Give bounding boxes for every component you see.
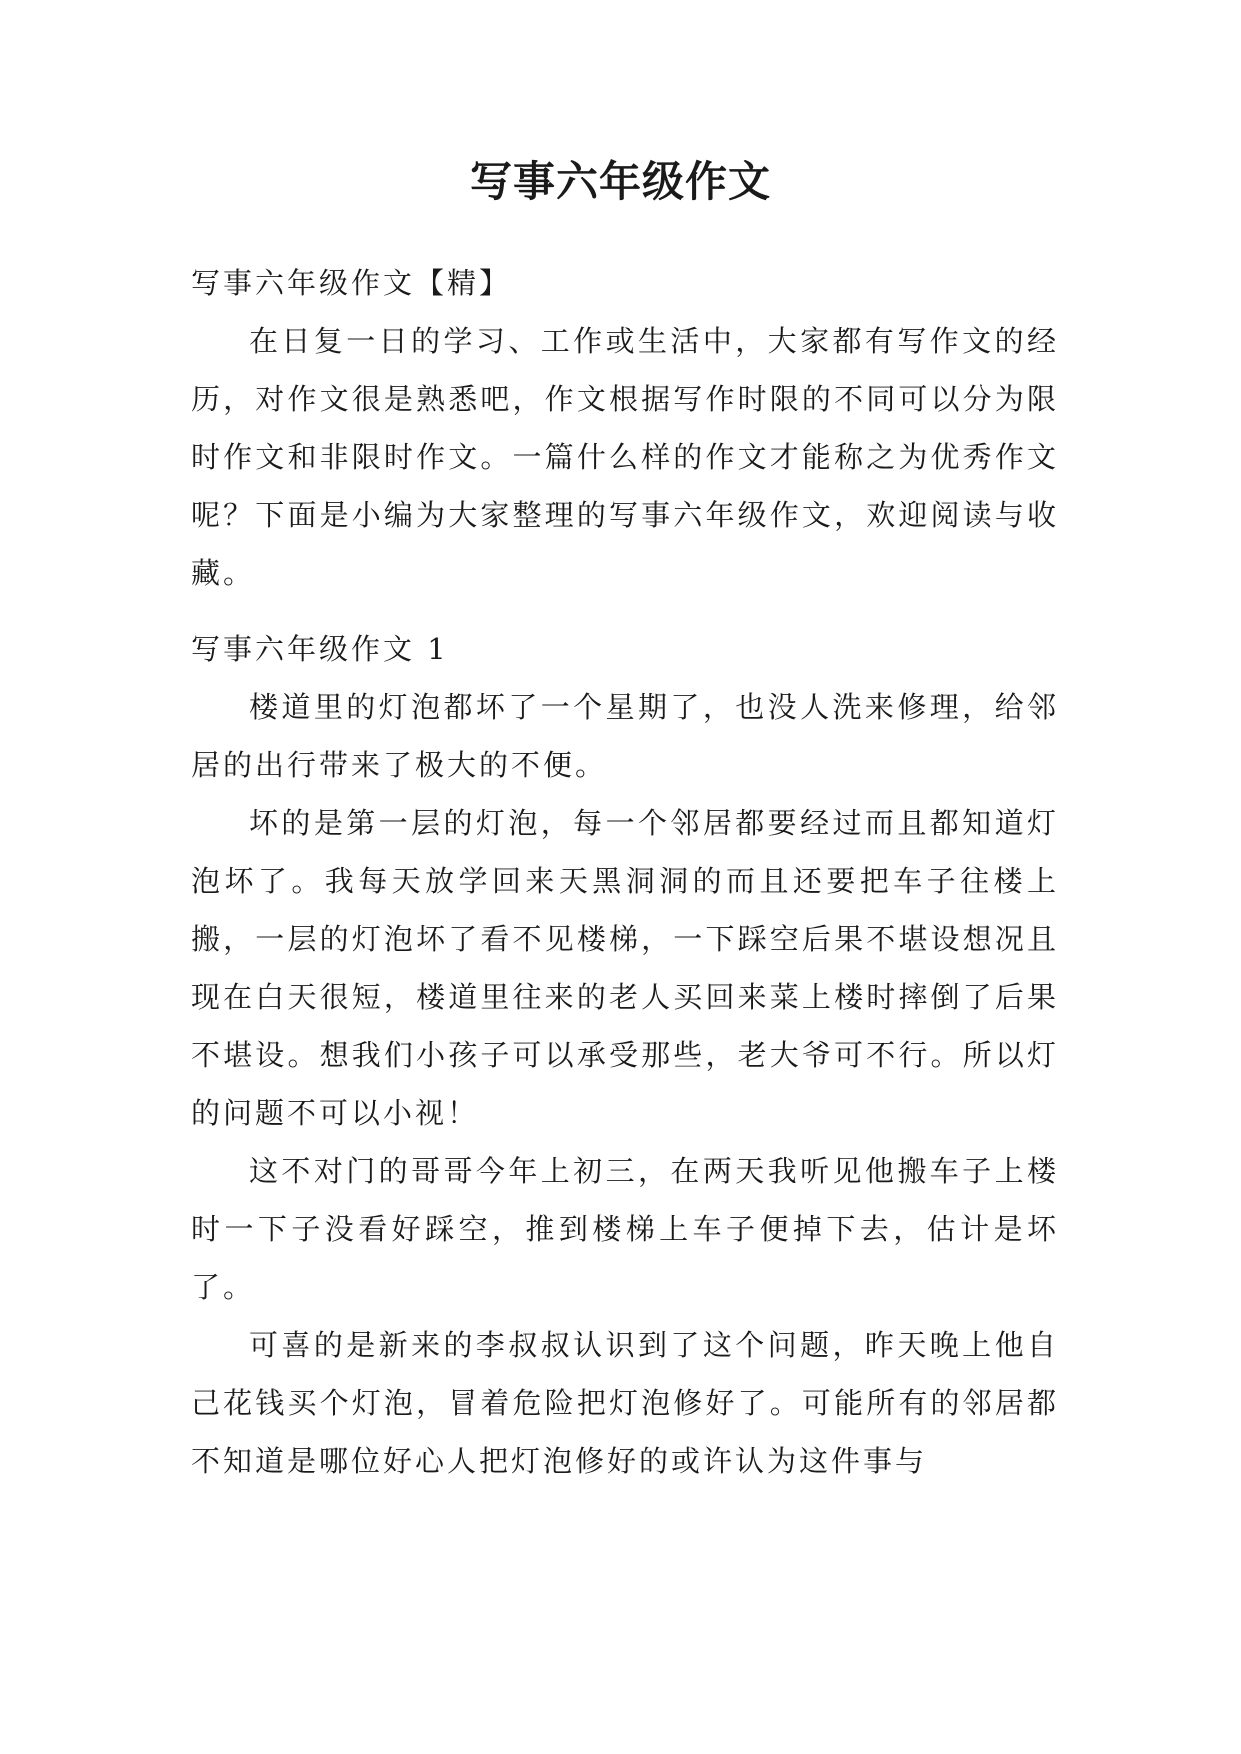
intro-section — [191, 312, 1059, 602]
essay-paragraph-2: 坏的是第一层的灯泡，每一个邻居都要经过而且都知道灯泡坏了。我每天放学回来天黑洞洞的而且还要把车子往楼上搬，一层的灯泡坏了看不见楼梯，一下踩空后果不堪设想况且现在白天很短，楼道里往来的老人买回来菜上楼时摔倒了后果不堪设。想我们小孩子可以承受那些，老大爷可不行。所以灯的问题不可以小视！ — [191, 806, 1059, 1130]
essay-section — [191, 678, 1059, 1490]
intro-heading: 写事六年级作文【精】 — [191, 266, 512, 300]
essay-heading: 写事六年级作文 1 — [191, 632, 449, 666]
document-title: 写事六年级作文 — [469, 157, 771, 206]
intro-paragraph: 在日复一日的学习、工作或生活中，大家都有写作文的经历，对作文很是熟悉吧，作文根据写作时限的不同可以分为限时作文和非限时作文。一篇什么样的作文才能称之为优秀作文呢？下面是小编为大家整理的写事六年级作文，欢迎阅读与收藏。 — [191, 324, 1059, 590]
essay-paragraph-1: 楼道里的灯泡都坏了一个星期了，也没人洗来修理，给邻居的出行带来了极大的不便。 — [191, 690, 1059, 782]
essay-paragraph-4: 可喜的是新来的李叔叔认识到了这个问题，昨天晚上他自己花钱买个灯泡，冒着危险把灯泡修好了。可能所有的邻居都不知道是哪位好心人把灯泡修好的或许认为这件事与 — [191, 1328, 1059, 1478]
essay-paragraph-3: 这不对门的哥哥今年上初三，在两天我听见他搬车子上楼时一下子没看好踩空，推到楼梯上车子便掉下去，估计是坏了。 — [191, 1154, 1059, 1304]
